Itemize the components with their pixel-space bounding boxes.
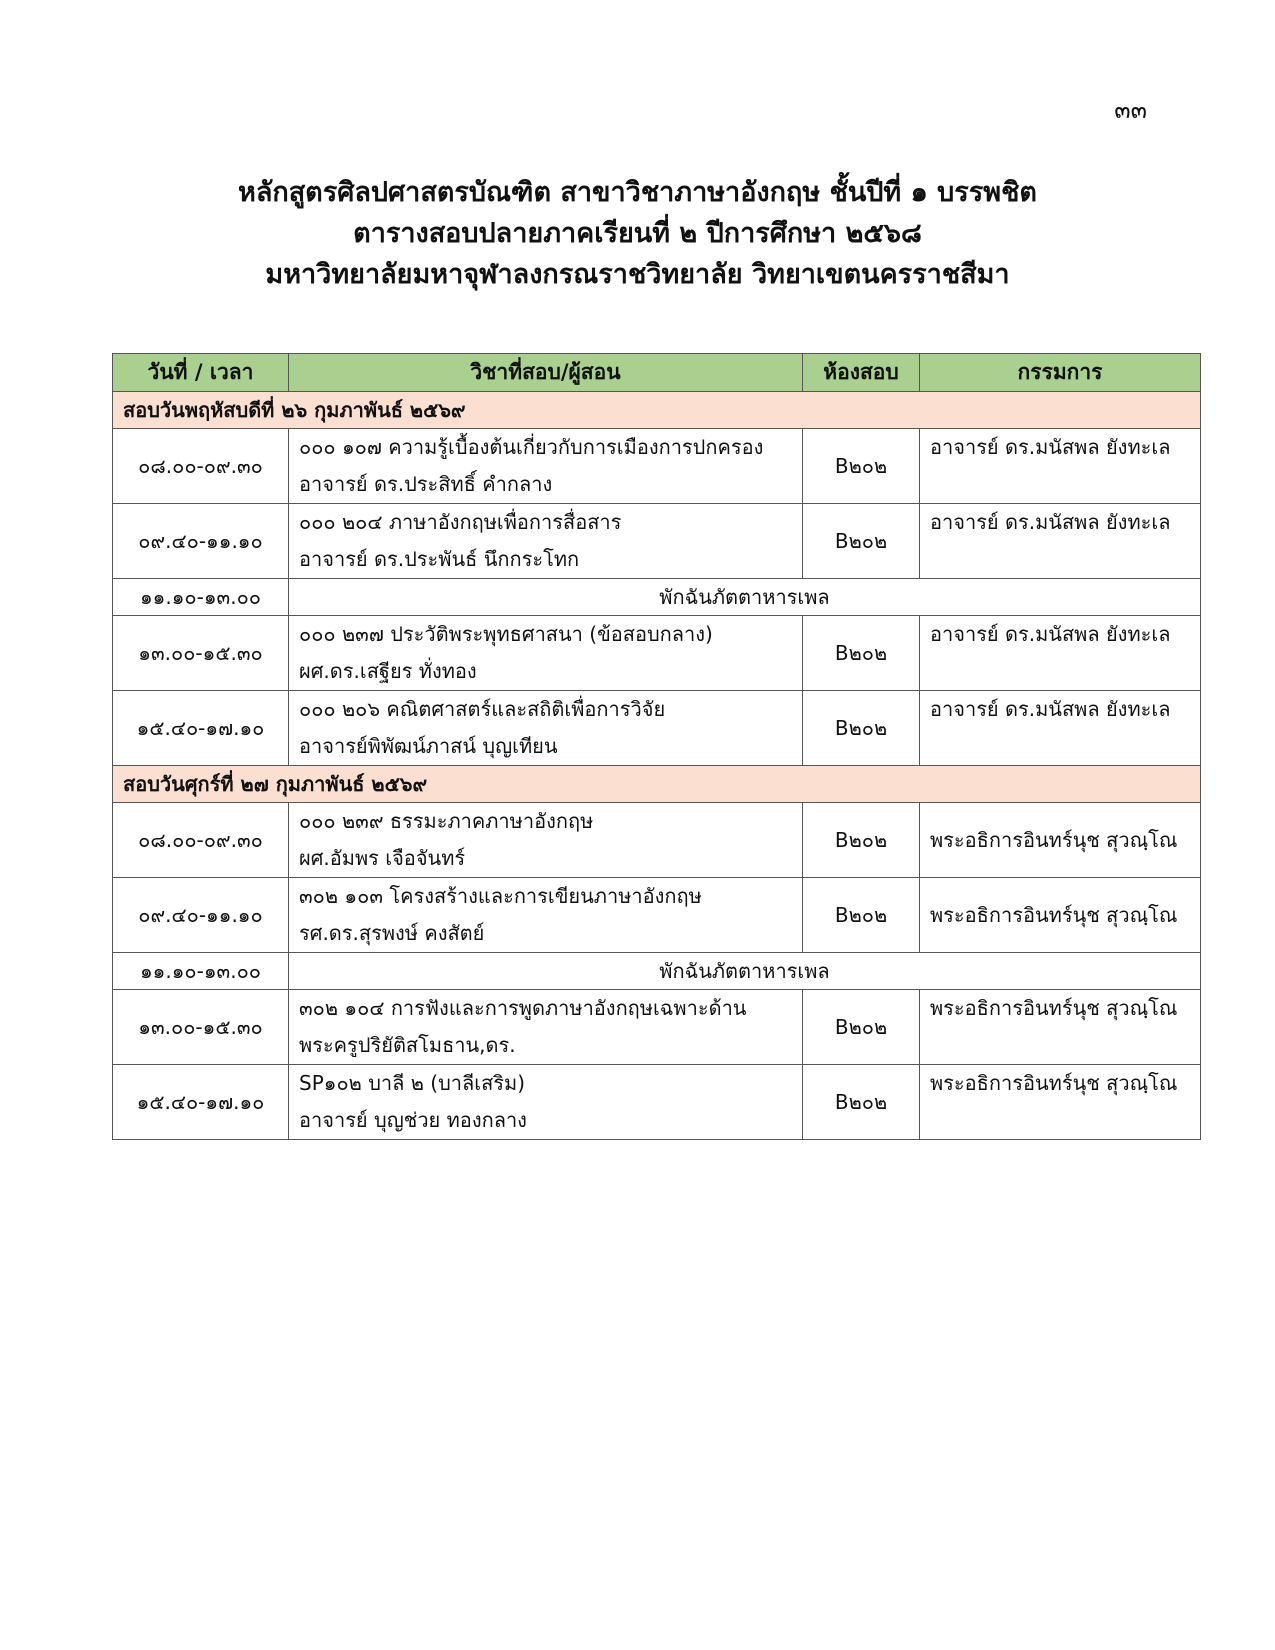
teacher-name: พระครูปริยัติสโมธาน,ดร. <box>299 1033 516 1057</box>
teacher-name: อาจารย์พิพัฒน์ภาสน์ บุญเทียน <box>299 734 558 758</box>
header-room: ห้องสอบ <box>803 354 920 392</box>
break-row <box>113 953 1201 990</box>
teacher-name: ผศ.อัมพร เจือจันทร์ <box>299 846 466 870</box>
committee-cell: อาจารย์ ดร.มนัสพล ยังทะเล <box>920 616 1201 691</box>
day-row <box>113 392 1201 429</box>
header-date-time: วันที่ / เวลา <box>113 354 289 392</box>
time-cell: ๑๑.๑๐-๑๓.๐๐ <box>113 953 289 990</box>
time-cell: ๐๙.๔๐-๑๑.๑๐ <box>113 504 289 579</box>
room-cell: B๒๐๒ <box>803 616 920 691</box>
subject-cell <box>289 878 803 953</box>
table-row <box>113 504 1201 579</box>
teacher-name: อาจารย์ บุญช่วย ทองกลาง <box>299 1108 527 1132</box>
subject-name: ๐๐๐ ๒๓๙ ธรรมะภาคภาษาอังกฤษ <box>299 809 594 833</box>
committee-cell: อาจารย์ ดร.มนัสพล ยังทะเล <box>920 429 1201 504</box>
subject-cell <box>289 691 803 766</box>
time-cell: ๑๓.๐๐-๑๕.๓๐ <box>113 616 289 691</box>
time-cell: ๑๑.๑๐-๑๓.๐๐ <box>113 579 289 616</box>
table-row <box>113 1065 1201 1140</box>
subject-cell <box>289 504 803 579</box>
header-row <box>113 354 1201 392</box>
title-program: หลักสูตรศิลปศาสตรบัณฑิต สาขาวิชาภาษาอังกฤษ ชั้นปีที่ ๑ บรรพชิต <box>238 177 1037 208</box>
subject-cell <box>289 1065 803 1140</box>
document-titles <box>0 172 1275 295</box>
room-cell: B๒๐๒ <box>803 803 920 878</box>
break-label: พักฉันภัตตาหารเพล <box>289 953 1201 990</box>
break-row <box>113 579 1201 616</box>
subject-cell <box>289 429 803 504</box>
subject-name: SP๑๐๒ บาลี ๒ (บาลีเสริม) <box>299 1071 526 1095</box>
teacher-name: รศ.ดร.สุรพงษ์ คงสัตย์ <box>299 921 485 945</box>
committee-cell: พระอธิการอินทร์นุช สุวณฺโณ <box>920 878 1201 953</box>
committee-cell: อาจารย์ ดร.มนัสพล ยังทะเล <box>920 691 1201 766</box>
committee-cell: พระอธิการอินทร์นุช สุวณฺโณ <box>920 990 1201 1065</box>
table-row <box>113 878 1201 953</box>
time-cell: ๑๕.๔๐-๑๗.๑๐ <box>113 1065 289 1140</box>
header-subject: วิชาที่สอบ/ผู้สอน <box>289 354 803 392</box>
table-row <box>113 691 1201 766</box>
teacher-name: อาจารย์ ดร.ประสิทธิ์ คำกลาง <box>299 472 553 496</box>
subject-name: ๐๐๐ ๑๐๗ ความรู้เบื้องต้นเกี่ยวกับการเมืองการปกครอง <box>299 435 764 459</box>
day-label: สอบวันศุกร์ที่ ๒๗ กุมภาพันธ์ ๒๕๖๙ <box>113 766 1201 803</box>
committee-cell: พระอธิการอินทร์นุช สุวณฺโณ <box>920 1065 1201 1140</box>
title-schedule: ตารางสอบปลายภาคเรียนที่ ๒ ปีการศึกษา ๒๕๖๘ <box>353 218 922 249</box>
teacher-name: อาจารย์ ดร.ประพันธ์ นึกกระโทก <box>299 547 580 571</box>
subject-name: ๐๐๐ ๒๐๖ คณิตศาสตร์และสถิติเพื่อการวิจัย <box>299 697 666 721</box>
day-label: สอบวันพฤหัสบดีที่ ๒๖ กุมภาพันธ์ ๒๕๖๙ <box>113 392 1201 429</box>
time-cell: ๑๕.๔๐-๑๗.๑๐ <box>113 691 289 766</box>
table-row <box>113 803 1201 878</box>
subject-name: ๐๐๐ ๒๓๗ ประวัติพระพุทธศาสนา (ข้อสอบกลาง) <box>299 622 713 646</box>
subject-cell <box>289 616 803 691</box>
exam-schedule-table <box>112 353 1201 1140</box>
table-row <box>113 429 1201 504</box>
time-cell: ๐๘.๐๐-๐๙.๓๐ <box>113 803 289 878</box>
time-cell: ๑๓.๐๐-๑๕.๓๐ <box>113 990 289 1065</box>
subject-name: ๓๐๒ ๑๐๔ การฟังและการพูดภาษาอังกฤษเฉพาะด้าน <box>299 996 747 1020</box>
room-cell: B๒๐๒ <box>803 691 920 766</box>
committee-cell: พระอธิการอินทร์นุช สุวณฺโณ <box>920 803 1201 878</box>
title-university: มหาวิทยาลัยมหาจุฬาลงกรณราชวิทยาลัย วิทยาเขตนครราชสีมา <box>265 259 1010 290</box>
subject-name: ๐๐๐ ๒๐๔ ภาษาอังกฤษเพื่อการสื่อสาร <box>299 510 622 534</box>
subject-cell <box>289 803 803 878</box>
teacher-name: ผศ.ดร.เสฐียร ทั่งทอง <box>299 659 477 683</box>
day-row <box>113 766 1201 803</box>
subject-cell <box>289 990 803 1065</box>
room-cell: B๒๐๒ <box>803 990 920 1065</box>
committee-cell: อาจารย์ ดร.มนัสพล ยังทะเล <box>920 504 1201 579</box>
table-row <box>113 616 1201 691</box>
room-cell: B๒๐๒ <box>803 429 920 504</box>
room-cell: B๒๐๒ <box>803 878 920 953</box>
room-cell: B๒๐๒ <box>803 504 920 579</box>
time-cell: ๐๘.๐๐-๐๙.๓๐ <box>113 429 289 504</box>
break-label: พักฉันภัตตาหารเพล <box>289 579 1201 616</box>
room-cell: B๒๐๒ <box>803 1065 920 1140</box>
header-committee: กรรมการ <box>920 354 1201 392</box>
page-number: ๓๓ <box>1114 96 1147 124</box>
subject-name: ๓๐๒ ๑๐๓ โครงสร้างและการเขียนภาษาอังกฤษ <box>299 884 702 908</box>
table-row <box>113 990 1201 1065</box>
time-cell: ๐๙.๔๐-๑๑.๑๐ <box>113 878 289 953</box>
